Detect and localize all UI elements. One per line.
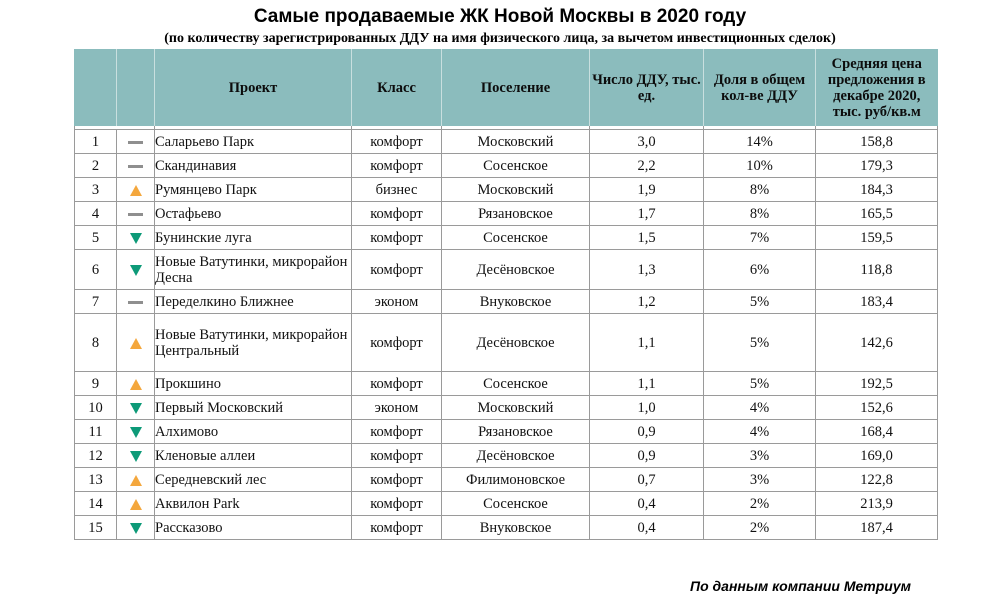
- ddu-count-value: 0,4: [590, 516, 704, 540]
- trend-cell: [117, 468, 155, 492]
- avg-price-value: 159,5: [816, 226, 938, 250]
- table-body: [75, 126, 938, 540]
- share-value: 3%: [704, 444, 816, 468]
- settlement-value: Сосенское: [442, 492, 590, 516]
- trend-up-icon: [130, 185, 142, 196]
- ddu-count-value: 1,7: [590, 202, 704, 226]
- class-value: комфорт: [352, 372, 442, 396]
- trend-same-icon: [128, 165, 143, 168]
- trend-cell: [117, 420, 155, 444]
- project-name: Саларьево Парк: [155, 130, 352, 154]
- project-name: Новые Ватутинки, микрорайон Центральный: [155, 314, 352, 372]
- share-value: 5%: [704, 290, 816, 314]
- avg-price-value: 142,6: [816, 314, 938, 372]
- sales-table: [74, 49, 938, 540]
- project-name: Скандинавия: [155, 154, 352, 178]
- trend-down-icon: [130, 523, 142, 534]
- share-value: 14%: [704, 130, 816, 154]
- ddu-count-value: 2,2: [590, 154, 704, 178]
- header-avg-price: Средняя цена предложения в декабре 2020, тыс. руб/кв.м: [816, 49, 938, 126]
- trend-cell: [117, 516, 155, 540]
- class-value: комфорт: [352, 516, 442, 540]
- settlement-value: Московский: [442, 130, 590, 154]
- share-value: 4%: [704, 420, 816, 444]
- row-number: 9: [75, 372, 117, 396]
- row-number: 2: [75, 154, 117, 178]
- trend-up-icon: [130, 475, 142, 486]
- class-value: комфорт: [352, 444, 442, 468]
- ddu-count-value: 1,0: [590, 396, 704, 420]
- settlement-value: Десёновское: [442, 444, 590, 468]
- trend-cell: [117, 444, 155, 468]
- class-value: комфорт: [352, 226, 442, 250]
- class-value: эконом: [352, 396, 442, 420]
- table-row: [75, 178, 938, 202]
- settlement-value: Рязановское: [442, 420, 590, 444]
- table-row: [75, 250, 938, 290]
- settlement-value: Филимоновское: [442, 468, 590, 492]
- share-value: 4%: [704, 396, 816, 420]
- trend-cell: [117, 492, 155, 516]
- table-subtitle: (по количеству зарегистрированных ДДУ на имя физического лица, за вычетом инвестиционных сделок): [164, 31, 836, 46]
- row-number: 7: [75, 290, 117, 314]
- trend-up-icon: [130, 379, 142, 390]
- class-value: комфорт: [352, 314, 442, 372]
- share-value: 10%: [704, 154, 816, 178]
- share-value: 8%: [704, 202, 816, 226]
- class-value: комфорт: [352, 420, 442, 444]
- project-name: Румянцево Парк: [155, 178, 352, 202]
- table-row: [75, 154, 938, 178]
- trend-cell: [117, 396, 155, 420]
- table-row: [75, 372, 938, 396]
- ddu-count-value: 1,3: [590, 250, 704, 290]
- class-value: комфорт: [352, 492, 442, 516]
- row-number: 15: [75, 516, 117, 540]
- table-row: [75, 130, 938, 154]
- row-number: 14: [75, 492, 117, 516]
- ddu-count-value: 1,1: [590, 314, 704, 372]
- trend-cell: [117, 202, 155, 226]
- table-row: [75, 396, 938, 420]
- header-trend: [117, 49, 155, 126]
- project-name: Прокшино: [155, 372, 352, 396]
- class-value: бизнес: [352, 178, 442, 202]
- header-project: Проект: [155, 49, 352, 126]
- share-value: 5%: [704, 314, 816, 372]
- trend-down-icon: [130, 427, 142, 438]
- table-row: [75, 202, 938, 226]
- project-name: Первый Московский: [155, 396, 352, 420]
- trend-down-icon: [130, 265, 142, 276]
- header-number: [75, 49, 117, 126]
- avg-price-value: 169,0: [816, 444, 938, 468]
- ddu-count-value: 0,9: [590, 444, 704, 468]
- ddu-count-value: 0,4: [590, 492, 704, 516]
- row-number: 3: [75, 178, 117, 202]
- settlement-value: Десёновское: [442, 314, 590, 372]
- trend-cell: [117, 314, 155, 372]
- ddu-count-value: 1,1: [590, 372, 704, 396]
- ddu-count-value: 0,9: [590, 420, 704, 444]
- settlement-value: Внуковское: [442, 516, 590, 540]
- trend-cell: [117, 250, 155, 290]
- trend-cell: [117, 154, 155, 178]
- header-settlement: Поселение: [442, 49, 590, 126]
- trend-same-icon: [128, 301, 143, 304]
- project-name: Аквилон Park: [155, 492, 352, 516]
- header-class: Класс: [352, 49, 442, 126]
- source-note: По данным компании Метриум: [690, 578, 911, 594]
- settlement-value: Сосенское: [442, 154, 590, 178]
- avg-price-value: 179,3: [816, 154, 938, 178]
- table-row: [75, 290, 938, 314]
- share-value: 2%: [704, 516, 816, 540]
- avg-price-value: 187,4: [816, 516, 938, 540]
- row-number: 6: [75, 250, 117, 290]
- share-value: 3%: [704, 468, 816, 492]
- table-row: [75, 314, 938, 372]
- avg-price-value: 168,4: [816, 420, 938, 444]
- row-number: 1: [75, 130, 117, 154]
- project-name: Новые Ватутинки, микрорайон Десна: [155, 250, 352, 290]
- settlement-value: Сосенское: [442, 372, 590, 396]
- row-number: 8: [75, 314, 117, 372]
- row-number: 12: [75, 444, 117, 468]
- table-row: [75, 468, 938, 492]
- share-value: 2%: [704, 492, 816, 516]
- row-number: 5: [75, 226, 117, 250]
- class-value: эконом: [352, 290, 442, 314]
- trend-down-icon: [130, 451, 142, 462]
- project-name: Кленовые аллеи: [155, 444, 352, 468]
- ddu-count-value: 1,5: [590, 226, 704, 250]
- trend-cell: [117, 290, 155, 314]
- settlement-value: Рязановское: [442, 202, 590, 226]
- table-row: [75, 492, 938, 516]
- class-value: комфорт: [352, 250, 442, 290]
- trend-down-icon: [130, 403, 142, 414]
- avg-price-value: 118,8: [816, 250, 938, 290]
- ddu-count-value: 1,2: [590, 290, 704, 314]
- trend-cell: [117, 130, 155, 154]
- table-row: [75, 516, 938, 540]
- project-name: Переделкино Ближнее: [155, 290, 352, 314]
- settlement-value: Сосенское: [442, 226, 590, 250]
- ddu-count-value: 3,0: [590, 130, 704, 154]
- settlement-value: Внуковское: [442, 290, 590, 314]
- share-value: 7%: [704, 226, 816, 250]
- class-value: комфорт: [352, 468, 442, 492]
- settlement-value: Московский: [442, 396, 590, 420]
- trend-up-icon: [130, 338, 142, 349]
- trend-same-icon: [128, 213, 143, 216]
- avg-price-value: 165,5: [816, 202, 938, 226]
- header-share: Доля в общем кол-ве ДДУ: [704, 49, 816, 126]
- row-number: 11: [75, 420, 117, 444]
- row-number: 13: [75, 468, 117, 492]
- project-name: Рассказово: [155, 516, 352, 540]
- trend-up-icon: [130, 499, 142, 510]
- ddu-count-value: 0,7: [590, 468, 704, 492]
- class-value: комфорт: [352, 130, 442, 154]
- class-value: комфорт: [352, 202, 442, 226]
- project-name: Остафьево: [155, 202, 352, 226]
- trend-cell: [117, 372, 155, 396]
- project-name: Бунинские луга: [155, 226, 352, 250]
- share-value: 5%: [704, 372, 816, 396]
- avg-price-value: 184,3: [816, 178, 938, 202]
- header-ddu-count: Число ДДУ, тыс. ед.: [590, 49, 704, 126]
- avg-price-value: 213,9: [816, 492, 938, 516]
- avg-price-value: 122,8: [816, 468, 938, 492]
- class-value: комфорт: [352, 154, 442, 178]
- project-name: Середневский лес: [155, 468, 352, 492]
- trend-same-icon: [128, 141, 143, 144]
- trend-cell: [117, 178, 155, 202]
- avg-price-value: 183,4: [816, 290, 938, 314]
- row-number: 4: [75, 202, 117, 226]
- ddu-count-value: 1,9: [590, 178, 704, 202]
- settlement-value: Десёновское: [442, 250, 590, 290]
- table-row: [75, 420, 938, 444]
- project-name: Алхимово: [155, 420, 352, 444]
- avg-price-value: 152,6: [816, 396, 938, 420]
- header-row: [75, 49, 938, 126]
- table-title: Самые продаваемые ЖК Новой Москвы в 2020 году: [253, 6, 747, 27]
- row-number: 10: [75, 396, 117, 420]
- avg-price-value: 158,8: [816, 130, 938, 154]
- trend-down-icon: [130, 233, 142, 244]
- table-row: [75, 444, 938, 468]
- settlement-value: Московский: [442, 178, 590, 202]
- avg-price-value: 192,5: [816, 372, 938, 396]
- share-value: 6%: [704, 250, 816, 290]
- share-value: 8%: [704, 178, 816, 202]
- table-row: [75, 226, 938, 250]
- trend-cell: [117, 226, 155, 250]
